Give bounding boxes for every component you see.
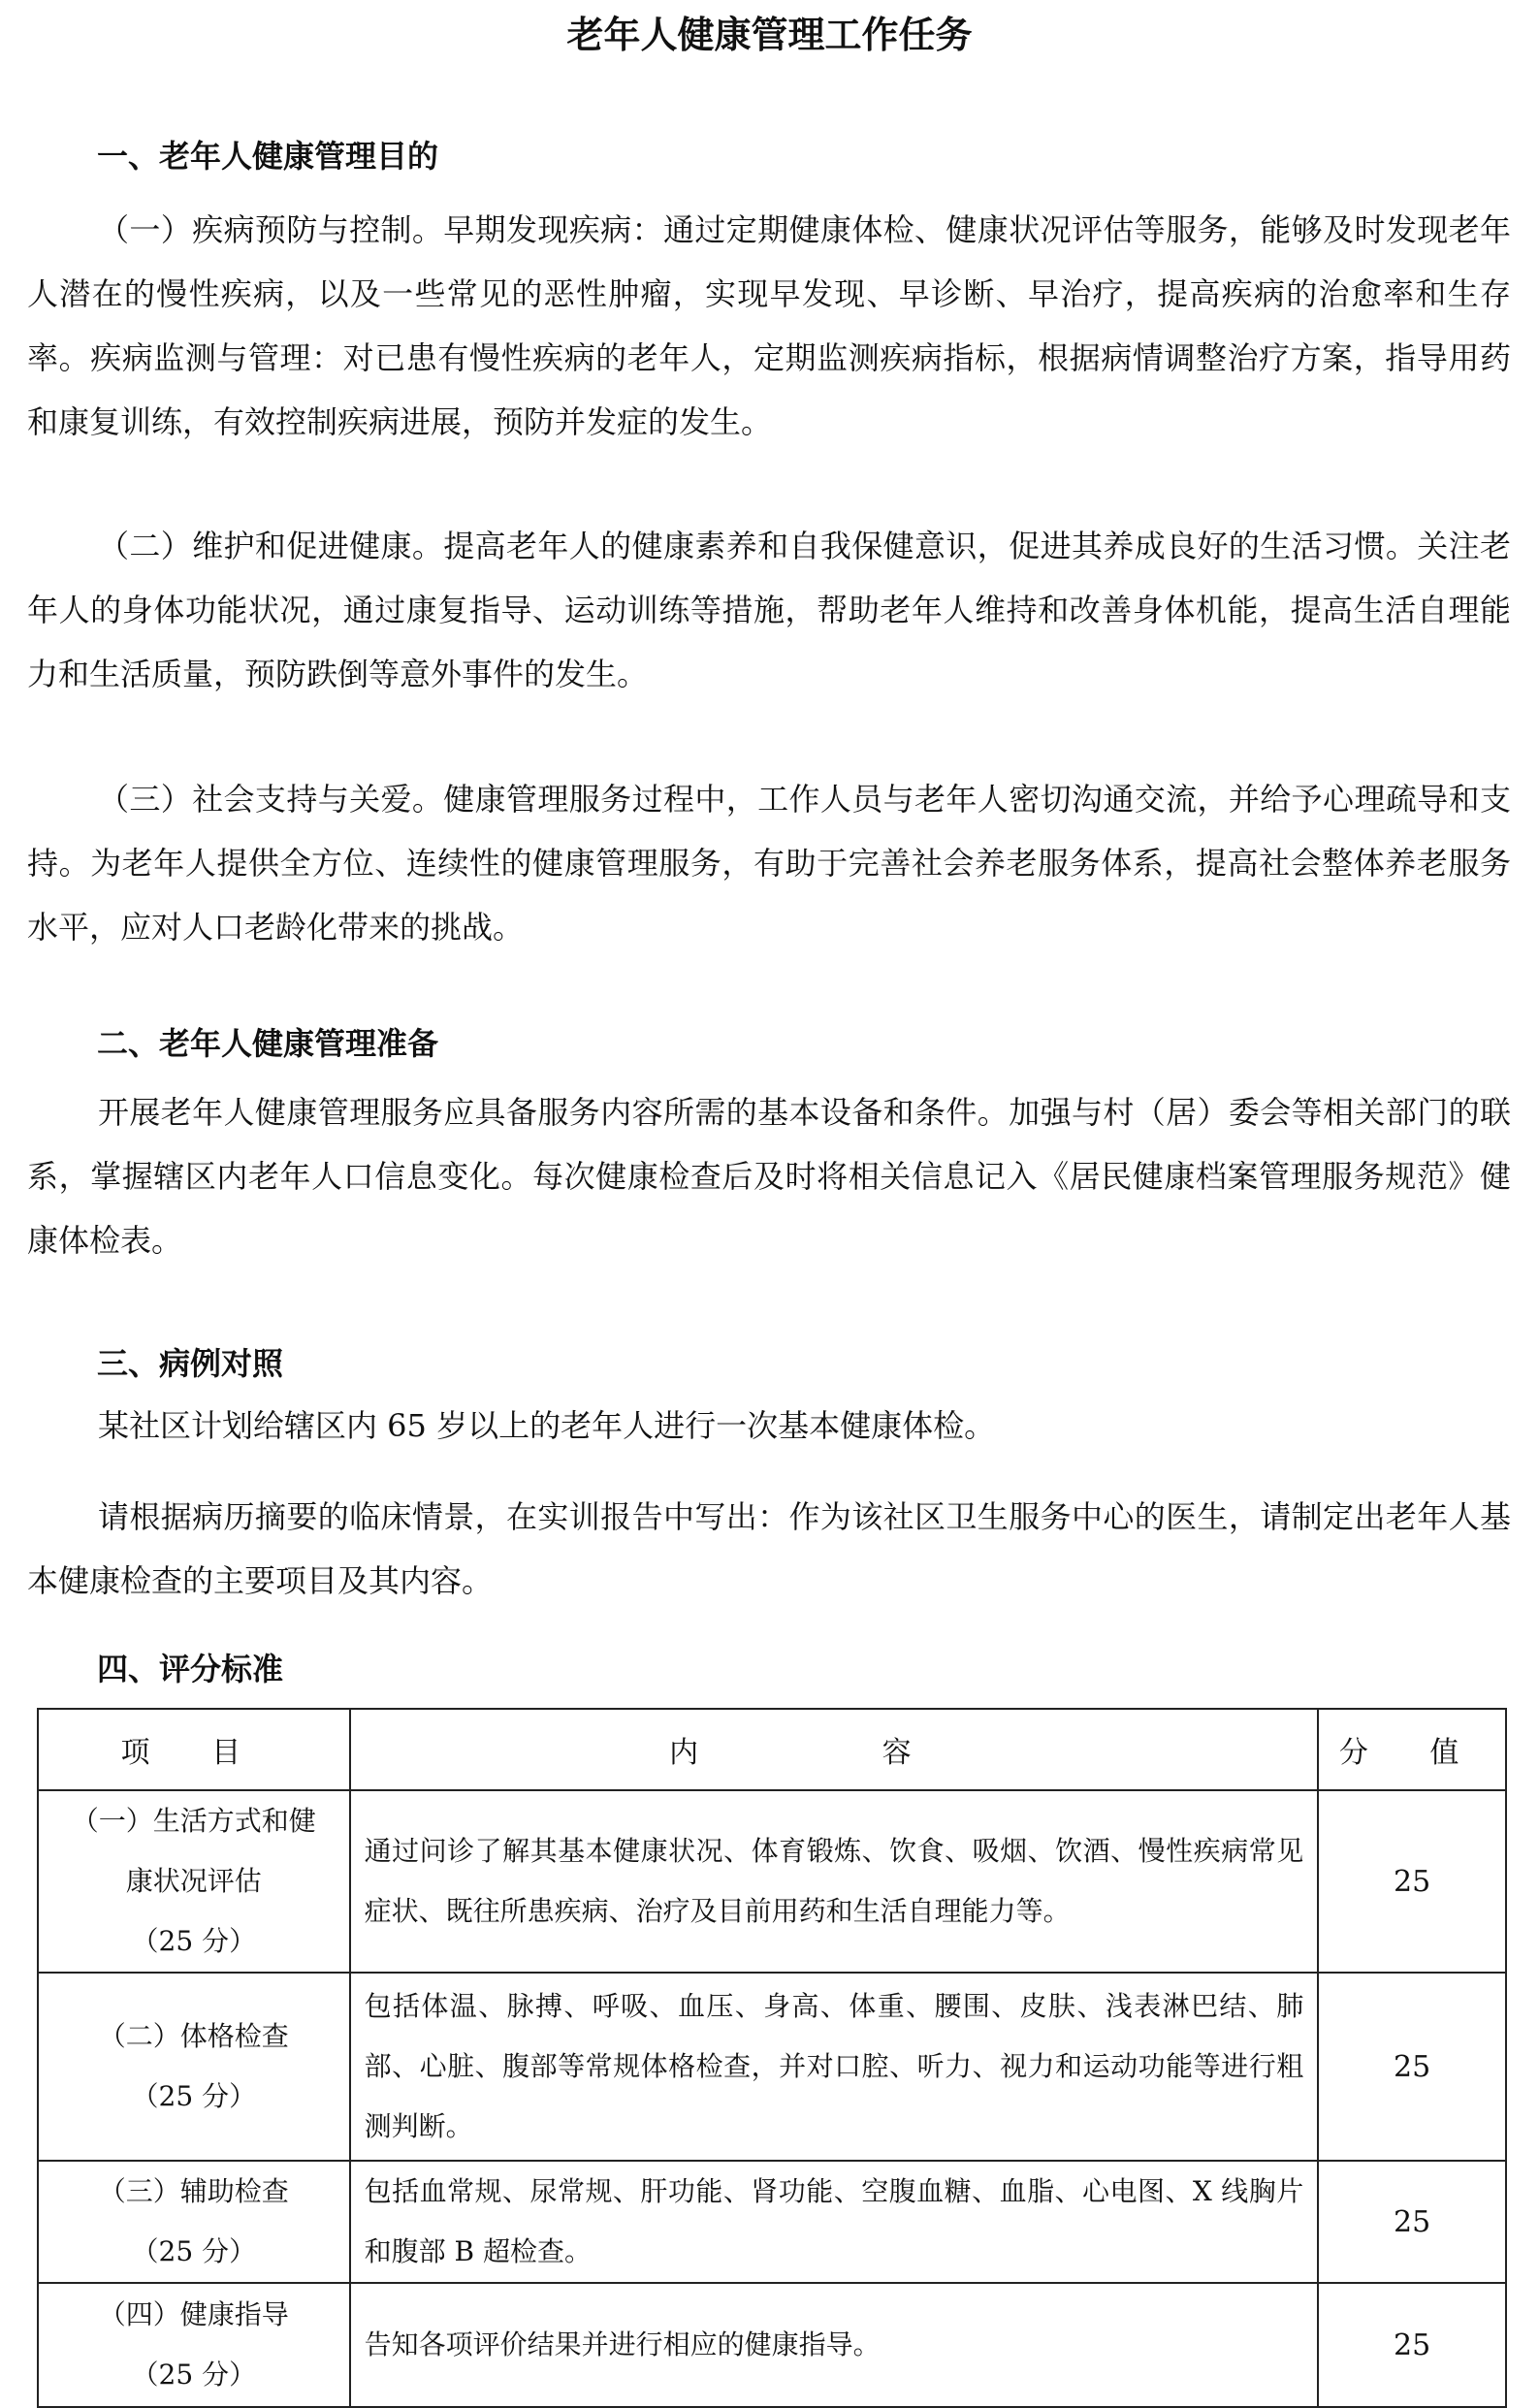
row-item-line: （三）辅助检查 [98, 2175, 289, 2207]
header-content: 内 容 [350, 1709, 1319, 1790]
row-item-line: （25 分） [131, 2359, 257, 2391]
row-item-cell [38, 1973, 350, 2161]
row-item-line: （四）健康指导 [98, 2298, 289, 2330]
row-item-cell [38, 2161, 350, 2283]
section-heading-2: 二、老年人健康管理准备 [97, 1025, 439, 1062]
row-item-line: （一）生活方式和健 [71, 1805, 316, 1837]
row-item-line: （25 分） [131, 2235, 257, 2267]
section-heading-1: 一、老年人健康管理目的 [97, 138, 439, 175]
section-heading-3: 三、病例对照 [97, 1345, 284, 1382]
paragraph-3-1: 某社区计划给辖区内 65 岁以上的老年人进行一次基本健康体检。 [98, 1407, 996, 1444]
row-score-cell: 25 [1318, 2283, 1506, 2407]
row-score-cell: 25 [1318, 2161, 1506, 2283]
row-item-line: （二）体格检查 [98, 2020, 289, 2052]
row-item-cell [38, 1790, 350, 1973]
section-heading-4: 四、评分标准 [97, 1651, 284, 1687]
table-row [38, 2161, 1506, 2283]
table-row [38, 2283, 1506, 2407]
table-row [38, 1790, 1506, 1973]
row-content-cell: 告知各项评价结果并进行相应的健康指导。 [350, 2283, 1319, 2407]
paragraph-1-3: （三）社会支持与关爱。健康管理服务过程中，工作人员与老年人密切沟通交流，并给予心理疏导和支持。为老年人提供全方位、连续性的健康管理服务，有助于完善社会养老服务体系，提高社会整体养老服务水平，应对人口老龄化带来的挑战。 [27, 781, 1511, 946]
header-score: 分 值 [1318, 1709, 1506, 1790]
header-item: 项 目 [38, 1709, 350, 1790]
paragraph-3-2: 请根据病历摘要的临床情景，在实训报告中写出：作为该社区卫生服务中心的医生，请制定出老年人基本健康检查的主要项目及其内容。 [27, 1498, 1511, 1599]
row-item-cell [38, 2283, 350, 2407]
paragraph-1-2: （二）维护和促进健康。提高老年人的健康素养和自我保健意识，促进其养成良好的生活习惯。关注老年人的身体功能状况，通过康复指导、运动训练等措施，帮助老年人维持和改善身体机能，提高生活自理能力和生活质量，预防跌倒等意外事件的发生。 [27, 528, 1511, 692]
paragraph-2-1: 开展老年人健康管理服务应具备服务内容所需的基本设备和条件。加强与村（居）委会等相关部门的联系，掌握辖区内老年人口信息变化。每次健康检查后及时将相关信息记入《居民健康档案管理服务规范》健康体检表。 [27, 1094, 1511, 1259]
table-header-row [38, 1709, 1506, 1790]
row-item-line: （25 分） [131, 1925, 257, 1957]
row-item-line: （25 分） [131, 2080, 257, 2112]
paragraph-1-1: （一）疾病预防与控制。早期发现疾病：通过定期健康体检、健康状况评估等服务，能够及时发现老年人潜在的慢性疾病，以及一些常见的恶性肿瘤，实现早发现、早诊断、早治疗，提高疾病的治愈率和生存率。疾病监测与管理：对已患有慢性疾病的老年人，定期监测疾病指标，根据病情调整治疗方案，指导用药和康复训练，有效控制疾病进展，预防并发症的发生。 [27, 211, 1511, 440]
document-title: 老年人健康管理工作任务 [566, 13, 973, 56]
row-item-line: 康状况评估 [125, 1865, 262, 1897]
row-content-cell: 包括血常规、尿常规、肝功能、肾功能、空腹血糖、血脂、心电图、X 线胸片和腹部 B 超检查。 [350, 2161, 1319, 2283]
table-row [38, 1973, 1506, 2161]
row-content-cell: 通过问诊了解其基本健康状况、体育锻炼、饮食、吸烟、饮酒、慢性疾病常见症状、既往所患疾病、治疗及目前用药和生活自理能力等。 [350, 1790, 1319, 1973]
scoring-table [37, 1708, 1507, 2408]
row-score-cell: 25 [1318, 1973, 1506, 2161]
row-score-cell: 25 [1318, 1790, 1506, 1973]
row-content-cell: 包括体温、脉搏、呼吸、血压、身高、体重、腰围、皮肤、浅表淋巴结、肺部、心脏、腹部等常规体格检查，并对口腔、听力、视力和运动功能等进行粗测判断。 [350, 1973, 1319, 2161]
